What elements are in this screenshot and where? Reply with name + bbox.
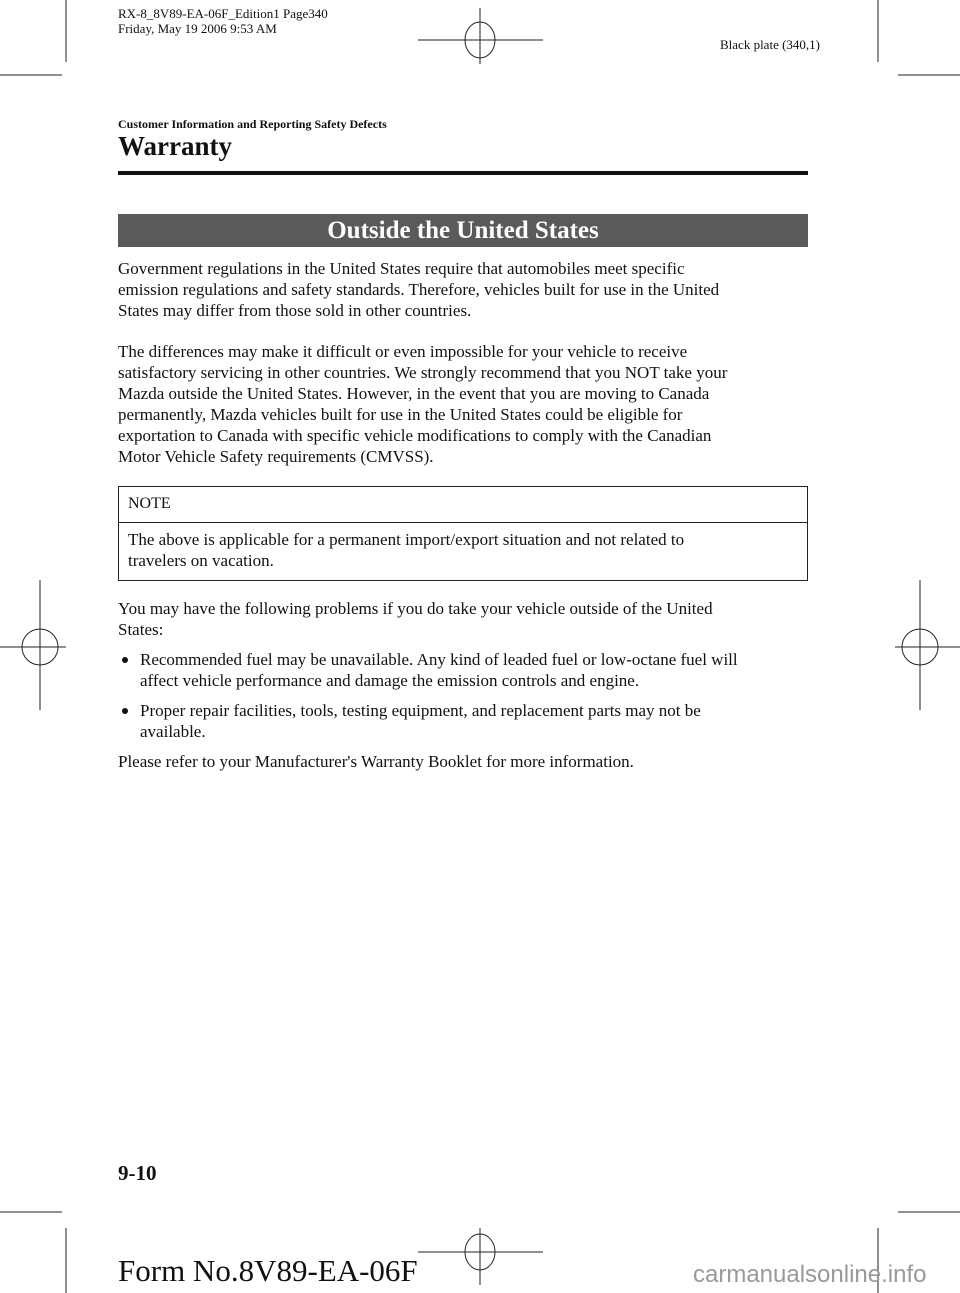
text-line: States: [118, 620, 164, 639]
plate-label: Black plate (340,1) [720, 37, 820, 52]
text-line: States may differ from those sold in other countries. [118, 301, 472, 320]
header-file-info [118, 6, 328, 36]
file-line: RX-8_8V89-EA-06F_Edition1 Page340 [118, 6, 328, 21]
text-line: exportation to Canada with specific vehicle modifications to comply with the Canadian [118, 426, 712, 445]
section-heading: Customer Information and Reporting Safety Defects [118, 117, 387, 131]
note-divider [119, 522, 807, 523]
text-line: affect vehicle performance and damage the emission controls and engine. [140, 671, 640, 690]
title-rule [118, 171, 808, 175]
note-label: NOTE [128, 495, 171, 512]
text-line: Government regulations in the United States require that automobiles meet specific [118, 259, 685, 278]
text-line: satisfactory servicing in other countries. We strongly recommend that you NOT take your [118, 363, 728, 382]
text-line: Recommended fuel may be unavailable. Any kind of leaded fuel or low-octane fuel will [140, 650, 738, 669]
form-number: Form No.8V89-EA-06F [118, 1253, 418, 1288]
note-body [128, 529, 684, 571]
text-line: available. [140, 722, 206, 741]
text-line: You may have the following problems if you do take your vehicle outside of the United [118, 599, 713, 618]
date-line: Friday, May 19 2006 9:53 AM [118, 21, 277, 36]
text-line: The above is applicable for a permanent import/export situation and not related to [128, 530, 685, 549]
bullet-icon [122, 708, 128, 714]
text-line: The differences may make it difficult or even impossible for your vehicle to receive [118, 342, 688, 361]
text-line: emission regulations and safety standards. Therefore, vehicles built for use in the United [118, 280, 720, 299]
text-line: permanently, Mazda vehicles built for use in the United States could be eligible for [118, 405, 683, 424]
text-line: Mazda outside the United States. However, in the event that you are moving to Canada [118, 384, 710, 403]
closing-text: Please refer to your Manufacturer's Warranty Booklet for more information. [118, 752, 634, 771]
section-banner: Outside the United States [118, 214, 808, 247]
note-box [118, 486, 808, 581]
bullet-icon [122, 657, 128, 663]
text-line: Motor Vehicle Safety requirements (CMVSS). [118, 447, 434, 466]
text-line: travelers on vacation. [128, 551, 274, 570]
text-line: Proper repair facilities, tools, testing equipment, and replacement parts may not be [140, 701, 701, 720]
page-title: Warranty [118, 131, 232, 161]
watermark: carmanualsonline.info [693, 1261, 927, 1288]
page-number: 9-10 [118, 1161, 157, 1185]
